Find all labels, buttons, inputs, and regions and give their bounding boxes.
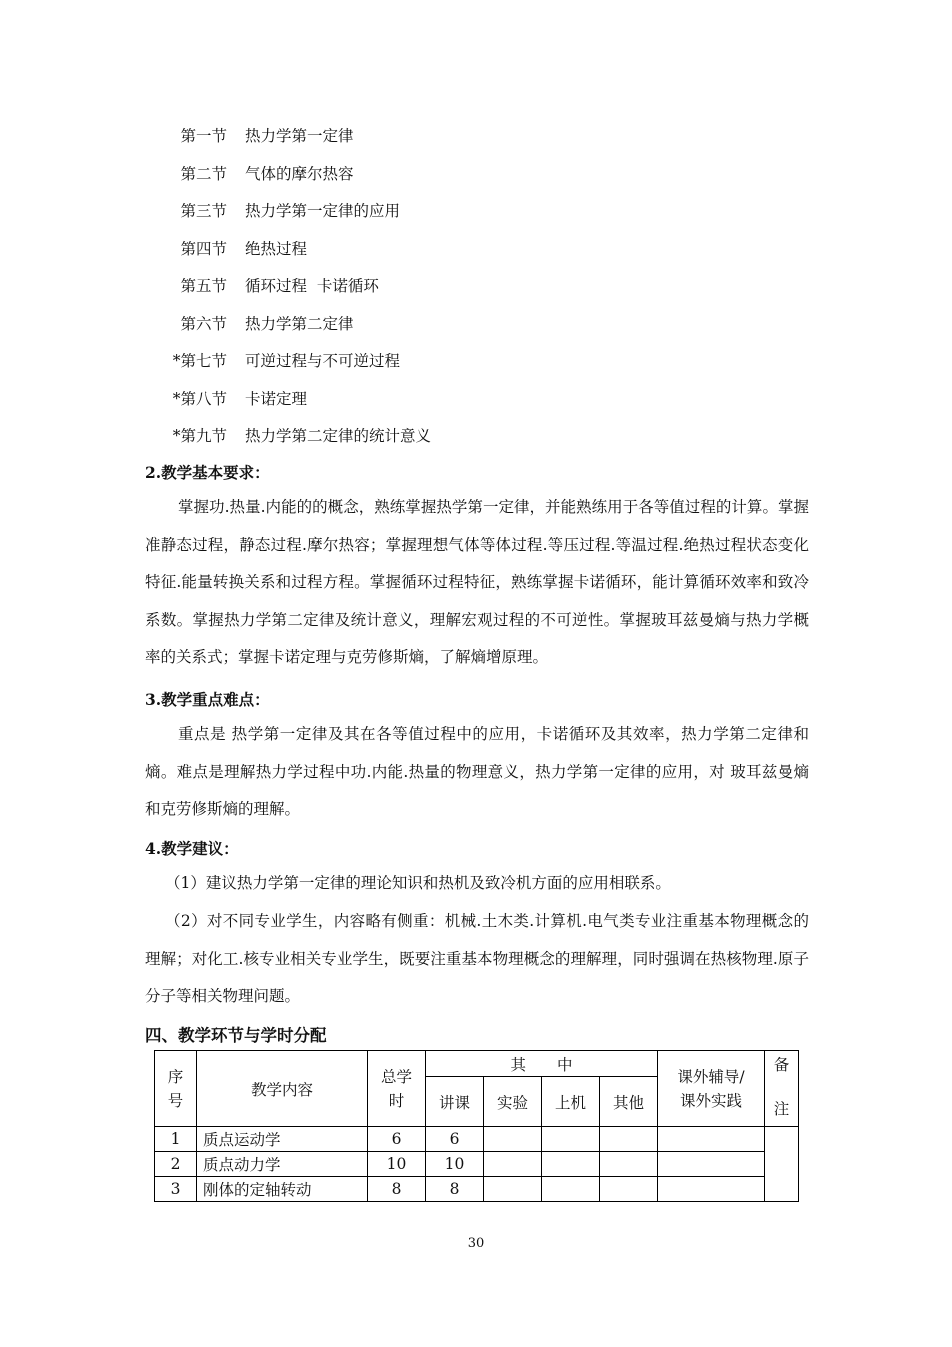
requirements-heading: 2.教学基本要求： [145,463,270,482]
header-lecture: 讲课 [426,1077,484,1127]
section-title: 热力学第一定律的应用 [245,202,401,220]
header-experiment: 实验 [484,1077,542,1127]
row-extracurricular [658,1127,765,1152]
row-note [765,1127,799,1202]
header-content: 教学内容 [197,1051,368,1127]
row-content: 刚体的定轴转动 [197,1177,368,1202]
section-title: 热力学第二定律的统计意义 [245,427,432,445]
section-item [0,231,952,269]
section-item [0,381,952,419]
section-number: 第三节 [180,202,227,220]
page-number: 30 [467,1236,485,1251]
section-title: 卡诺定理 [245,389,308,408]
row-lecture: 10 [426,1152,484,1177]
section-number: 第二节 [180,164,227,183]
section-number: 第五节 [180,277,227,295]
row-content: 质点运动学 [197,1127,368,1152]
row-total: 6 [368,1127,426,1152]
row-computer [542,1152,600,1177]
header-note: 备 注 [765,1051,799,1127]
table-row [155,1127,799,1152]
suggestions-heading: 4.教学建议： [145,839,239,858]
header-extracurricular: 课外辅导/ 课外实践 [658,1051,765,1127]
section-number: 第四节 [180,239,227,258]
section-item [0,306,952,344]
section-title: 绝热过程 [245,239,308,258]
row-lecture: 6 [426,1127,484,1152]
row-other [600,1127,658,1152]
row-extracurricular [658,1152,765,1177]
section-number: *第七节 [172,352,227,370]
header-seq: 序 号 [155,1051,197,1127]
section-title: 气体的摩尔热容 [245,164,354,183]
section-item [0,268,952,306]
section-number: 第一节 [180,127,227,145]
section-title: 可逆过程与不可逆过程 [245,352,401,370]
section-item [0,118,952,156]
row-other [600,1152,658,1177]
header-total-hours: 总学 时 [368,1051,426,1127]
row-seq: 3 [155,1177,197,1202]
section-item [0,343,952,381]
row-seq: 1 [155,1127,197,1152]
section-list [0,118,952,456]
section-item [0,156,952,194]
requirements-paragraph: 掌握功.热量.内能的的概念，熟练掌握热学第一定律，并能熟练用于各等值过程的计算。掌握准静态过程，静态过程.摩尔热容；掌握理想气体等体过程.等压过程.等温过程.绝热过程状态变化特征.能量转换关系和过程方程。掌握循环过程特征，熟练掌握卡诺循环，能计算循环效率和致冷系数。掌握热力学第二定律及统计意义，理解宏观过程的不可逆性。掌握玻耳兹曼熵与热力学概率的关系式；掌握卡诺定理与克劳修斯熵，了解熵增原理。 [145,498,809,666]
hours-allocation-table [154,1050,799,1202]
key-points-paragraph: 重点是 热学第一定律及其在各等值过程中的应用，卡诺循环及其效率，热力学第二定律和熵。难点是理解热力学过程中功.内能.热量的物理意义，热力学第一定律的应用，对 玻耳兹曼熵和克劳修斯熵的理解。 [145,725,809,818]
row-experiment [484,1152,542,1177]
header-computer: 上机 [542,1077,600,1127]
row-other [600,1177,658,1202]
row-computer [542,1127,600,1152]
row-experiment [484,1127,542,1152]
section-title: 热力学第二定律 [245,314,354,333]
row-lecture: 8 [426,1177,484,1202]
header-other: 其他 [600,1077,658,1127]
row-extracurricular [658,1177,765,1202]
table-row [155,1152,799,1177]
section-number: *第八节 [172,389,227,408]
row-content: 质点动力学 [197,1152,368,1177]
header-among: 其 中 [426,1051,658,1077]
row-total: 10 [368,1152,426,1177]
table-row [155,1177,799,1202]
part4-heading: 四、教学环节与学时分配 [145,1026,327,1045]
section-number: 第六节 [180,314,227,333]
section-title: 循环过程 卡诺循环 [245,277,379,295]
row-seq: 2 [155,1152,197,1177]
row-computer [542,1177,600,1202]
row-experiment [484,1177,542,1202]
key-points-heading: 3.教学重点难点： [145,690,270,709]
row-total: 8 [368,1177,426,1202]
section-title: 热力学第一定律 [245,127,354,145]
suggestion-item-2: （2）对不同专业学生，内容略有侧重：机械.土木类.计算机.电气类专业注重基本物理概念的理解；对化工.核专业相关专业学生，既要注重基本物理概念的理解理，同时强调在热核物理.原子分子等相关物理问题。 [145,912,809,1005]
suggestion-item-1: （1）建议热力学第一定律的理论知识和热机及致冷机方面的应用相联系。 [165,874,671,892]
section-item [0,418,952,456]
section-number: *第九节 [172,427,227,445]
section-item [0,193,952,231]
